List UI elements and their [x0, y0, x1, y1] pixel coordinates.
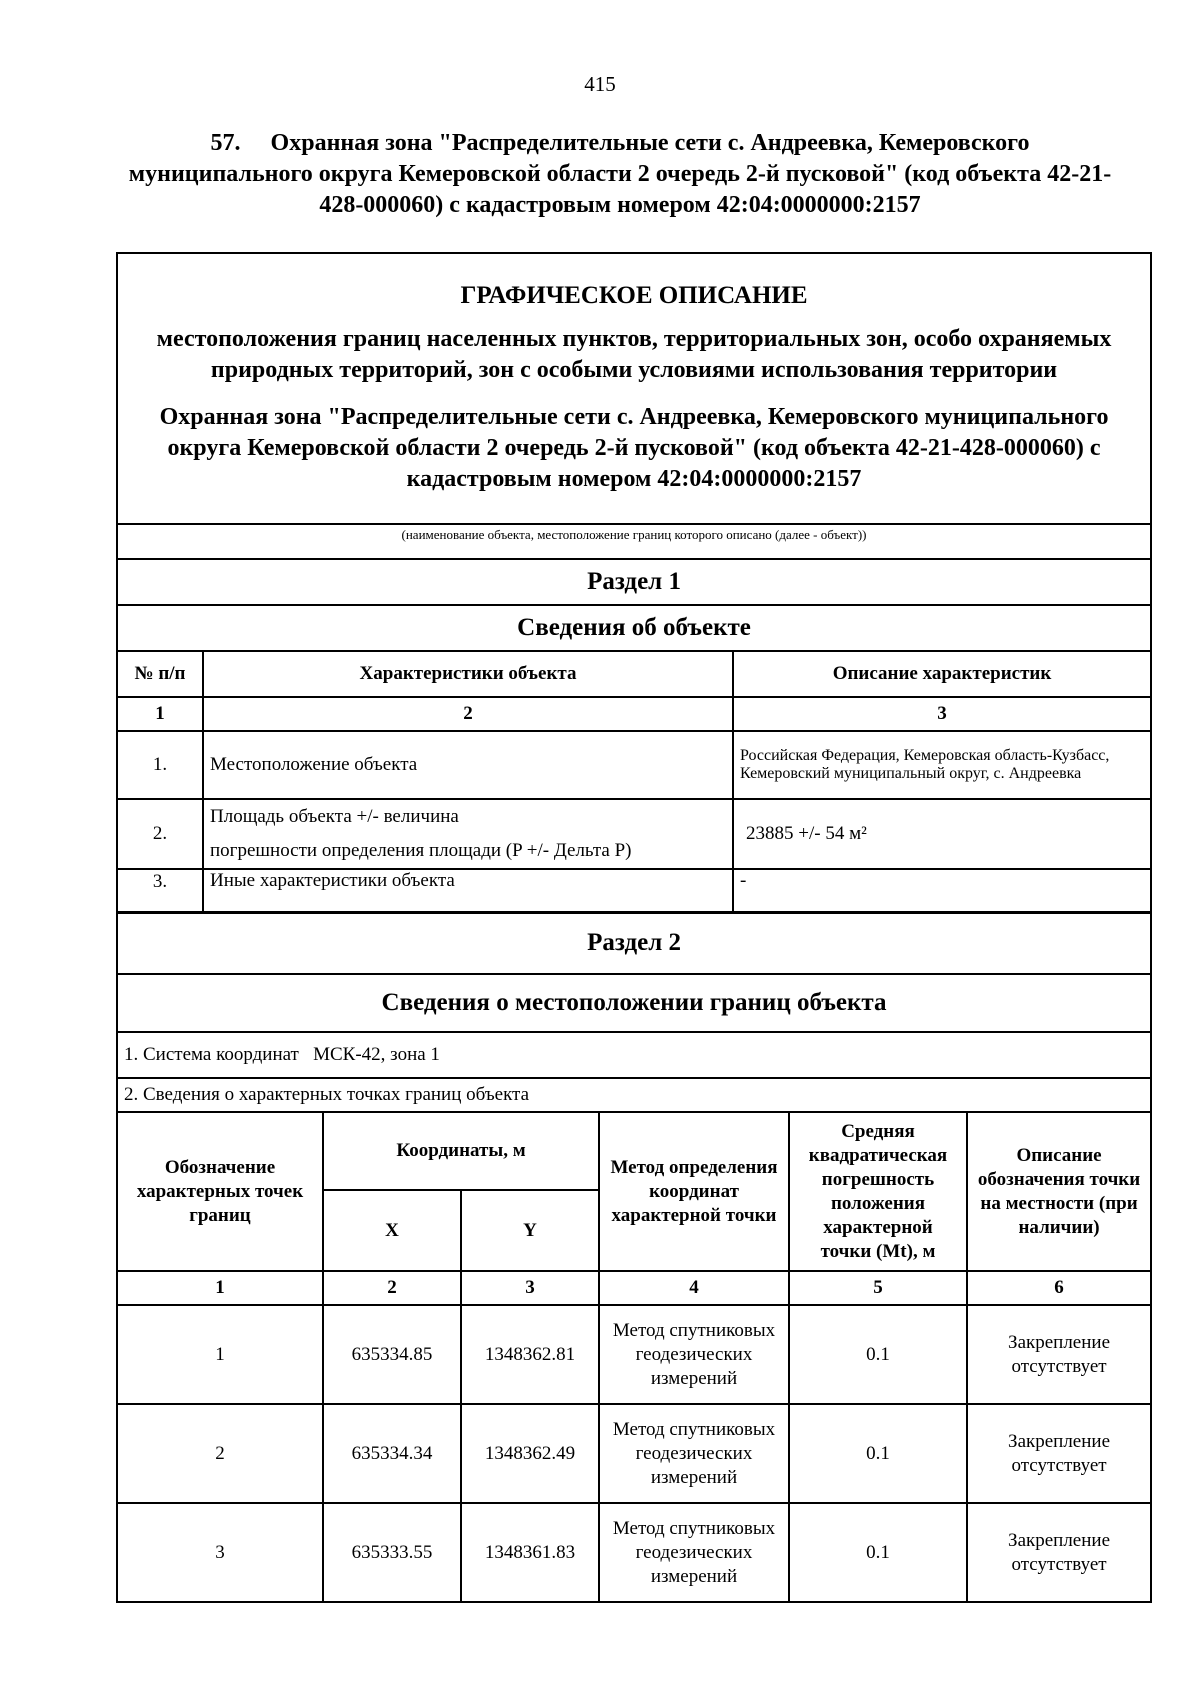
- point-description: Закрепление отсутствует: [967, 1503, 1151, 1602]
- colnum-2: 2: [323, 1271, 461, 1305]
- header-number: № п/п: [117, 651, 203, 697]
- section1-subtitle: Сведения об объекте: [117, 605, 1151, 651]
- point-id: 2: [117, 1404, 323, 1503]
- colnum-5: 5: [789, 1271, 967, 1305]
- point-mt: 0.1: [789, 1305, 967, 1404]
- document-heading: [120, 128, 1120, 221]
- table-row: [117, 731, 1151, 799]
- point-y: 1348361.83: [461, 1503, 599, 1602]
- point-x: 635334.85: [323, 1305, 461, 1404]
- row-value: -: [733, 869, 1151, 913]
- section2-subtitle: Сведения о местоположении границ объекта: [117, 974, 1151, 1032]
- header-description: Описание характеристик: [733, 651, 1151, 697]
- row-value: 23885 +/- 54 м²: [733, 799, 1151, 869]
- title-block: [117, 253, 1151, 524]
- colnum-6: 6: [967, 1271, 1151, 1305]
- point-method: Метод спутниковых геодезических измерений: [599, 1305, 789, 1404]
- coord-system-label: 1. Система координат: [124, 1044, 299, 1065]
- point-method: Метод спутниковых геодезических измерений: [599, 1503, 789, 1602]
- point-id: 3: [117, 1503, 323, 1602]
- colnum-2: 2: [203, 697, 733, 731]
- point-id: 1: [117, 1305, 323, 1404]
- page-number: 415: [584, 72, 616, 96]
- table-row: [117, 1404, 1151, 1503]
- row-number: 1.: [117, 731, 203, 799]
- point-x: 635334.34: [323, 1404, 461, 1503]
- colnum-1: 1: [117, 1271, 323, 1305]
- points-label: 2. Сведения о характерных точках границ объекта: [117, 1078, 1151, 1112]
- table-row: [117, 799, 1151, 869]
- row-name-line2: погрешности определения площади (P +/- Дельта P): [210, 840, 632, 861]
- colnum-4: 4: [599, 1271, 789, 1305]
- header-method: Метод определения координат характерной точки: [599, 1112, 789, 1271]
- heading-text: Охранная зона "Распределительные сети с. Андреевка, Кемеровского муниципального округа Кемеровской области 2 очередь 2-й пусковой" (код объекта 42-21-428-000060) с кадастровым номером 42:04:0000000:2157: [128, 130, 1112, 218]
- coord-system-row: [117, 1032, 1151, 1078]
- section1-title: Раздел 1: [117, 559, 1151, 605]
- colnum-3: 3: [461, 1271, 599, 1305]
- point-y: 1348362.49: [461, 1404, 599, 1503]
- section2-table: [116, 911, 1152, 1603]
- heading-number: 57.: [210, 130, 241, 156]
- point-description: Закрепление отсутствует: [967, 1404, 1151, 1503]
- point-mt: 0.1: [789, 1503, 967, 1602]
- header-coords: Координаты, м: [323, 1112, 599, 1190]
- coord-system-value: МСК-42, зона 1: [313, 1044, 440, 1065]
- point-description: Закрепление отсутствует: [967, 1305, 1151, 1404]
- table-row: [117, 1305, 1151, 1404]
- row-name: Иные характеристики объекта: [203, 869, 733, 913]
- point-x: 635333.55: [323, 1503, 461, 1602]
- description-frame: [116, 252, 1152, 914]
- table-row: [117, 1503, 1151, 1602]
- row-name: [203, 799, 733, 869]
- point-method: Метод спутниковых геодезических измерений: [599, 1404, 789, 1503]
- doc-title: ГРАФИЧЕСКОЕ ОПИСАНИЕ: [460, 282, 808, 309]
- row-name-line1: Площадь объекта +/- величина: [210, 806, 459, 827]
- header-designation: Обозначение характерных точек границ: [117, 1112, 323, 1271]
- table-row: [117, 869, 1151, 913]
- colnum-3: 3: [733, 697, 1151, 731]
- header-characteristics: Характеристики объекта: [203, 651, 733, 697]
- object-caption: (наименование объекта, местоположение границ которого описано (далее - объект)): [117, 524, 1151, 559]
- row-value: Российская Федерация, Кемеровская область-Кузбасс, Кемеровский муниципальный округ, с. Андреевка: [733, 731, 1151, 799]
- point-mt: 0.1: [789, 1404, 967, 1503]
- row-number: 3.: [117, 869, 203, 913]
- header-point-description: Описание обозначения точки на местности (при наличии): [967, 1112, 1151, 1271]
- row-number: 2.: [117, 799, 203, 869]
- header-error: Средняя квадратическая погрешность положения характерной точки (Mt), м: [789, 1112, 967, 1271]
- colnum-1: 1: [117, 697, 203, 731]
- doc-subtitle: местоположения границ населенных пунктов, территориальных зон, особо охраняемых природных территорий, зон с особыми условиями использования территории: [156, 326, 1112, 383]
- row-name: Местоположение объекта: [203, 731, 733, 799]
- header-y: Y: [461, 1190, 599, 1271]
- header-x: X: [323, 1190, 461, 1271]
- point-y: 1348362.81: [461, 1305, 599, 1404]
- object-name: Охранная зона "Распределительные сети с. Андреевка, Кемеровского муниципального округа Кемеровской области 2 очередь 2-й пусковой" (код объекта 42-21-428-000060) с кадастровым номером 42:04:0000000:2157: [159, 404, 1109, 492]
- section2-title: Раздел 2: [117, 912, 1151, 974]
